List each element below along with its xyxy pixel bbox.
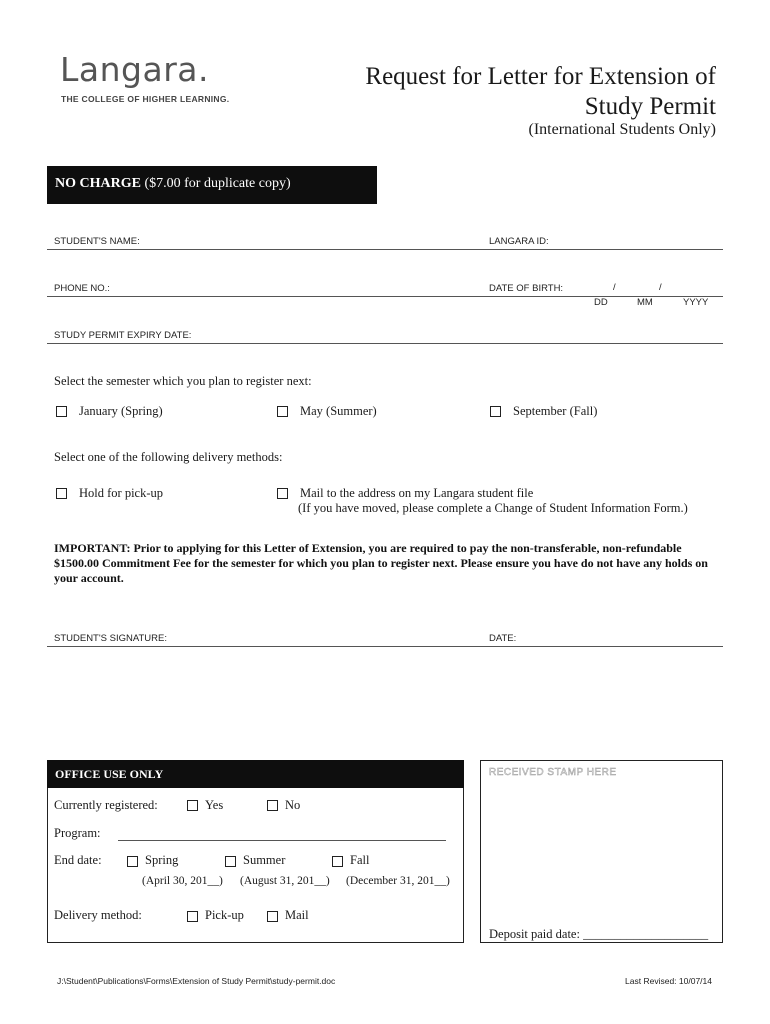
important-notice: IMPORTANT: Prior to applying for this Letter of Extension, you are required to pay the non-transferable, non-refundable $1500.00 Commitment Fee for the semester for which you plan to register next. Please ensure you have do not have any holds on your account. — [54, 541, 708, 585]
office-delivery-label: Delivery method: — [54, 908, 142, 922]
currently-registered-label: Currently registered: — [54, 798, 158, 812]
permit-expiry-label: STUDY PERMIT EXPIRY DATE: — [54, 330, 192, 341]
langara-id-label: LANGARA ID: — [489, 236, 549, 247]
end-summer-checkbox[interactable] — [225, 856, 236, 867]
permit-expiry-line[interactable] — [47, 343, 723, 344]
langara-logo-wordmark: Langara. — [60, 50, 209, 89]
delivery-mail-label: Mail to the address on my Langara student file — [300, 486, 534, 500]
dob-separator-1: / — [613, 282, 616, 293]
form-subtitle: (International Students Only) — [528, 121, 716, 138]
student-name-label: STUDENT'S NAME: — [54, 236, 140, 247]
program-line[interactable] — [118, 840, 446, 841]
langara-logo-tagline: THE COLLEGE OF HIGHER LEARNING. — [61, 94, 230, 104]
registered-yes-checkbox[interactable] — [187, 800, 198, 811]
dob-dd-hint: DD — [594, 297, 608, 308]
form-title — [296, 62, 716, 122]
program-label: Program: — [54, 826, 101, 840]
office-mail-label: Mail — [285, 908, 309, 922]
registered-yes-label: Yes — [205, 798, 224, 812]
semester-fall-checkbox[interactable] — [490, 406, 501, 417]
phone-dob-line[interactable] — [47, 296, 723, 297]
end-date-label: End date: — [54, 853, 102, 867]
received-stamp-box — [480, 760, 723, 943]
charge-banner — [47, 166, 377, 204]
spring-end-date: (April 30, 201__) — [142, 875, 223, 887]
student-name-line[interactable] — [47, 249, 723, 250]
semester-summer-label: May (Summer) — [300, 404, 377, 418]
semester-fall-label: September (Fall) — [513, 404, 598, 418]
dob-separator-2: / — [659, 282, 662, 293]
semester-spring-checkbox[interactable] — [56, 406, 67, 417]
footer-last-revised: Last Revised: 10/07/14 — [625, 976, 712, 986]
delivery-mail-note: (If you have moved, please complete a Change of Student Information Form.) — [298, 501, 688, 515]
end-spring-checkbox[interactable] — [127, 856, 138, 867]
summer-end-date: (August 31, 201__) — [240, 875, 330, 887]
delivery-pickup-label: Hold for pick-up — [79, 486, 164, 500]
dob-yyyy-hint: YYYY — [683, 297, 709, 308]
charge-detail: ($7.00 for duplicate copy) — [140, 176, 291, 191]
registered-no-label: No — [285, 798, 301, 812]
delivery-prompt: Select one of the following delivery methods: — [54, 450, 283, 464]
end-fall-checkbox[interactable] — [332, 856, 343, 867]
form-title-line2: Study Permit — [584, 93, 716, 120]
registered-no-checkbox[interactable] — [267, 800, 278, 811]
semester-spring-label: January (Spring) — [79, 404, 163, 418]
end-spring-label: Spring — [145, 853, 179, 867]
office-pickup-checkbox[interactable] — [187, 911, 198, 922]
semester-summer-checkbox[interactable] — [277, 406, 288, 417]
deposit-paid-date: Deposit paid date: ____________________ — [489, 927, 709, 941]
signature-label: STUDENT'S SIGNATURE: — [54, 633, 168, 644]
semester-prompt: Select the semester which you plan to register next: — [54, 374, 312, 388]
delivery-pickup-checkbox[interactable] — [56, 488, 67, 499]
form-title-line1: Request for Letter for Extension of — [365, 63, 716, 90]
signature-line[interactable] — [47, 646, 723, 647]
phone-label: PHONE NO.: — [54, 283, 110, 294]
charge-bold: NO CHARGE — [55, 176, 141, 191]
received-stamp-label: RECEIVED STAMP HERE — [489, 767, 617, 778]
office-use-heading: OFFICE USE ONLY — [47, 760, 464, 788]
delivery-mail-checkbox[interactable] — [277, 488, 288, 499]
signature-date-label: DATE: — [489, 633, 517, 644]
fall-end-date: (December 31, 201__) — [346, 875, 450, 887]
dob-mm-hint: MM — [637, 297, 653, 308]
office-mail-checkbox[interactable] — [267, 911, 278, 922]
footer-file-path: J:\Student\Publications\Forms\Extension of Study Permit\study-permit.doc — [57, 976, 336, 986]
office-pickup-label: Pick-up — [205, 908, 244, 922]
end-fall-label: Fall — [350, 853, 370, 867]
end-summer-label: Summer — [243, 853, 286, 867]
dob-label: DATE OF BIRTH: — [489, 283, 564, 294]
